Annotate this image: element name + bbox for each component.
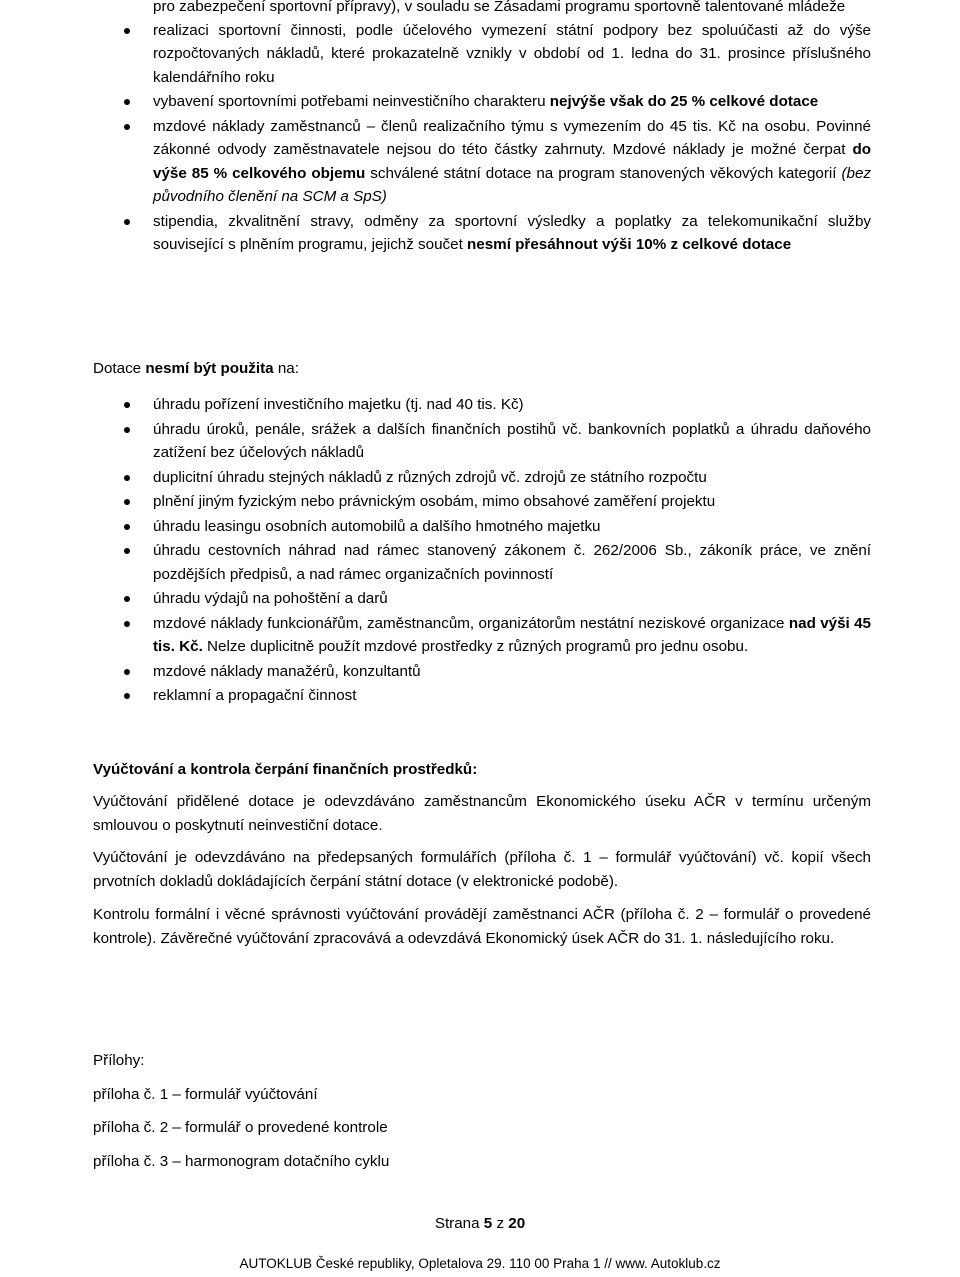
list-item (93, 90, 871, 114)
list-item (93, 115, 871, 209)
section-heading: Vyúčtování a kontrola čerpání finančních prostředků: (93, 761, 478, 778)
text-run: reklamní a propagační činnost (153, 687, 357, 704)
text-run: (bez původního členění na SCM a SpS) (153, 164, 871, 205)
list-item (93, 0, 871, 19)
allowed-costs-list (93, 0, 871, 257)
forbidden-costs-list (93, 393, 871, 708)
list-item (93, 515, 871, 539)
list-item (93, 466, 871, 490)
list-item (93, 587, 871, 611)
list-item (93, 210, 871, 257)
attachment-item: příloha č. 1 – formulář vyúčtování (93, 1086, 318, 1103)
text-run: duplicitní úhradu stejných nákladů z různých zdrojů vč. zdrojů ze státního rozpočtu (153, 468, 707, 486)
attachment-item: příloha č. 3 – harmonogram dotačního cyklu (93, 1153, 390, 1170)
text-run: úhradu leasingu osobních automobilů a dalšího hmotného majetku (153, 517, 601, 535)
text-run: na: (273, 360, 299, 377)
text-run: Dotace (93, 360, 146, 377)
text-run: realizaci sportovní činnosti, podle účelového vymezení státní podpory bez spoluúčasti až do výše rozpočtovaných nákladů, které prokazatelně vznikly v období od 1. ledna do 31. prosince příslušného kalendářního roku (153, 21, 871, 86)
list-item (93, 418, 871, 465)
list-item (93, 660, 871, 684)
list-item (93, 19, 871, 90)
text-run: nesmí být použita (145, 360, 274, 377)
page-prefix: Strana (434, 1215, 484, 1232)
text-run: úhradu výdajů na pohoštění a darů (153, 590, 388, 607)
text-run: mzdové náklady funkcionářům, zaměstnancům, organizátorům nestátní neziskové organizace (153, 614, 789, 632)
text-run: plnění jiným fyzickým nebo právnickým osobám, mimo obsahové zaměření projektu (153, 493, 716, 510)
text-run: schválené státní dotace na program stanovených věkových kategorií (365, 164, 842, 182)
paragraph: Vyúčtování přidělené dotace je odevzdáváno zaměstnancům Ekonomického úseku AČR v termínu určeným smlouvou o poskytnutí neinvestiční dotace. (93, 793, 871, 834)
list-item (93, 612, 871, 659)
page-total: 20 (508, 1215, 526, 1232)
paragraph: Vyúčtování je odevzdáváno na předepsaných formulářích (příloha č. 1 – formulář vyúčtování) vč. kopií všech prvotních dokladů dokládajících čerpání státní dotace (v elektronické podobě). (93, 849, 871, 890)
text-run: mzdové náklady zaměstnanců – členů realizačního týmu s vymezením do 45 tis. Kč na osobu. Povinné zákonné odvody zaměstnavatele nejsou do této částky zahrnuty. Mzdové náklady je možné čerpat (153, 117, 871, 158)
text-run: nesmí přesáhnout výši 10% z celkové dotace (467, 236, 792, 253)
list-item (93, 539, 871, 586)
text-run: stipendia, zkvalitnění stravy, odměny za sportovní výsledky a poplatky za telekomunikační služby související s plněním programu, jejichž součet (153, 212, 871, 253)
list-item (93, 490, 871, 514)
forbidden-intro (93, 357, 299, 381)
footer-address: AUTOKLUB České republiky, Opletalova 29. 110 00 Praha 1 // www. Autoklub.cz (239, 1256, 721, 1271)
page-sep: z (492, 1215, 509, 1232)
text-run: pro zabezpečení sportovní přípravy), v souladu se Zásadami programu sportovně talentované mládeže (153, 0, 846, 15)
text-run: úhradu úroků, penále, srážek a dalších finančních postihů vč. bankovních poplatků a úhradu daňového zatížení bez účelových nákladů (153, 420, 871, 461)
paragraph: Kontrolu formální i věcné správnosti vyúčtování provádějí zaměstnanci AČR (příloha č. 2 – formulář o provedené kontrole). Závěrečné vyúčtování zpracovává a odevzdává Ekonomický úsek AČR do 31. 1. následujícího roku. (93, 906, 871, 947)
list-item (93, 684, 871, 708)
page-number (0, 1215, 960, 1232)
page-current: 5 (483, 1215, 493, 1232)
text-run: úhradu pořízení investičního majetku (tj. nad 40 tis. Kč) (153, 396, 524, 413)
text-run: nejvýše však do 25 % celkové dotace (549, 93, 819, 110)
list-item (93, 393, 871, 417)
text-run: vybavení sportovními potřebami neinvestičního charakteru (153, 93, 550, 110)
text-run: úhradu cestovních náhrad nad rámec stanovený zákonem č. 262/2006 Sb., zákoník práce, ve znění pozdějších předpisů, a nad rámec organizačních povinností (153, 542, 871, 583)
attachments-label: Přílohy: (93, 1052, 145, 1069)
text-run: Nelze duplicitně použít mzdové prostředky z různých programů pro jednu osobu. (202, 638, 749, 655)
text-run: nad výši 45 tis. Kč. (153, 614, 871, 655)
attachment-item: příloha č. 2 – formulář o provedené kontrole (93, 1119, 388, 1136)
text-run: do výše 85 % celkového objemu (153, 141, 871, 182)
text-run: mzdové náklady manažérů, konzultantů (153, 662, 421, 680)
